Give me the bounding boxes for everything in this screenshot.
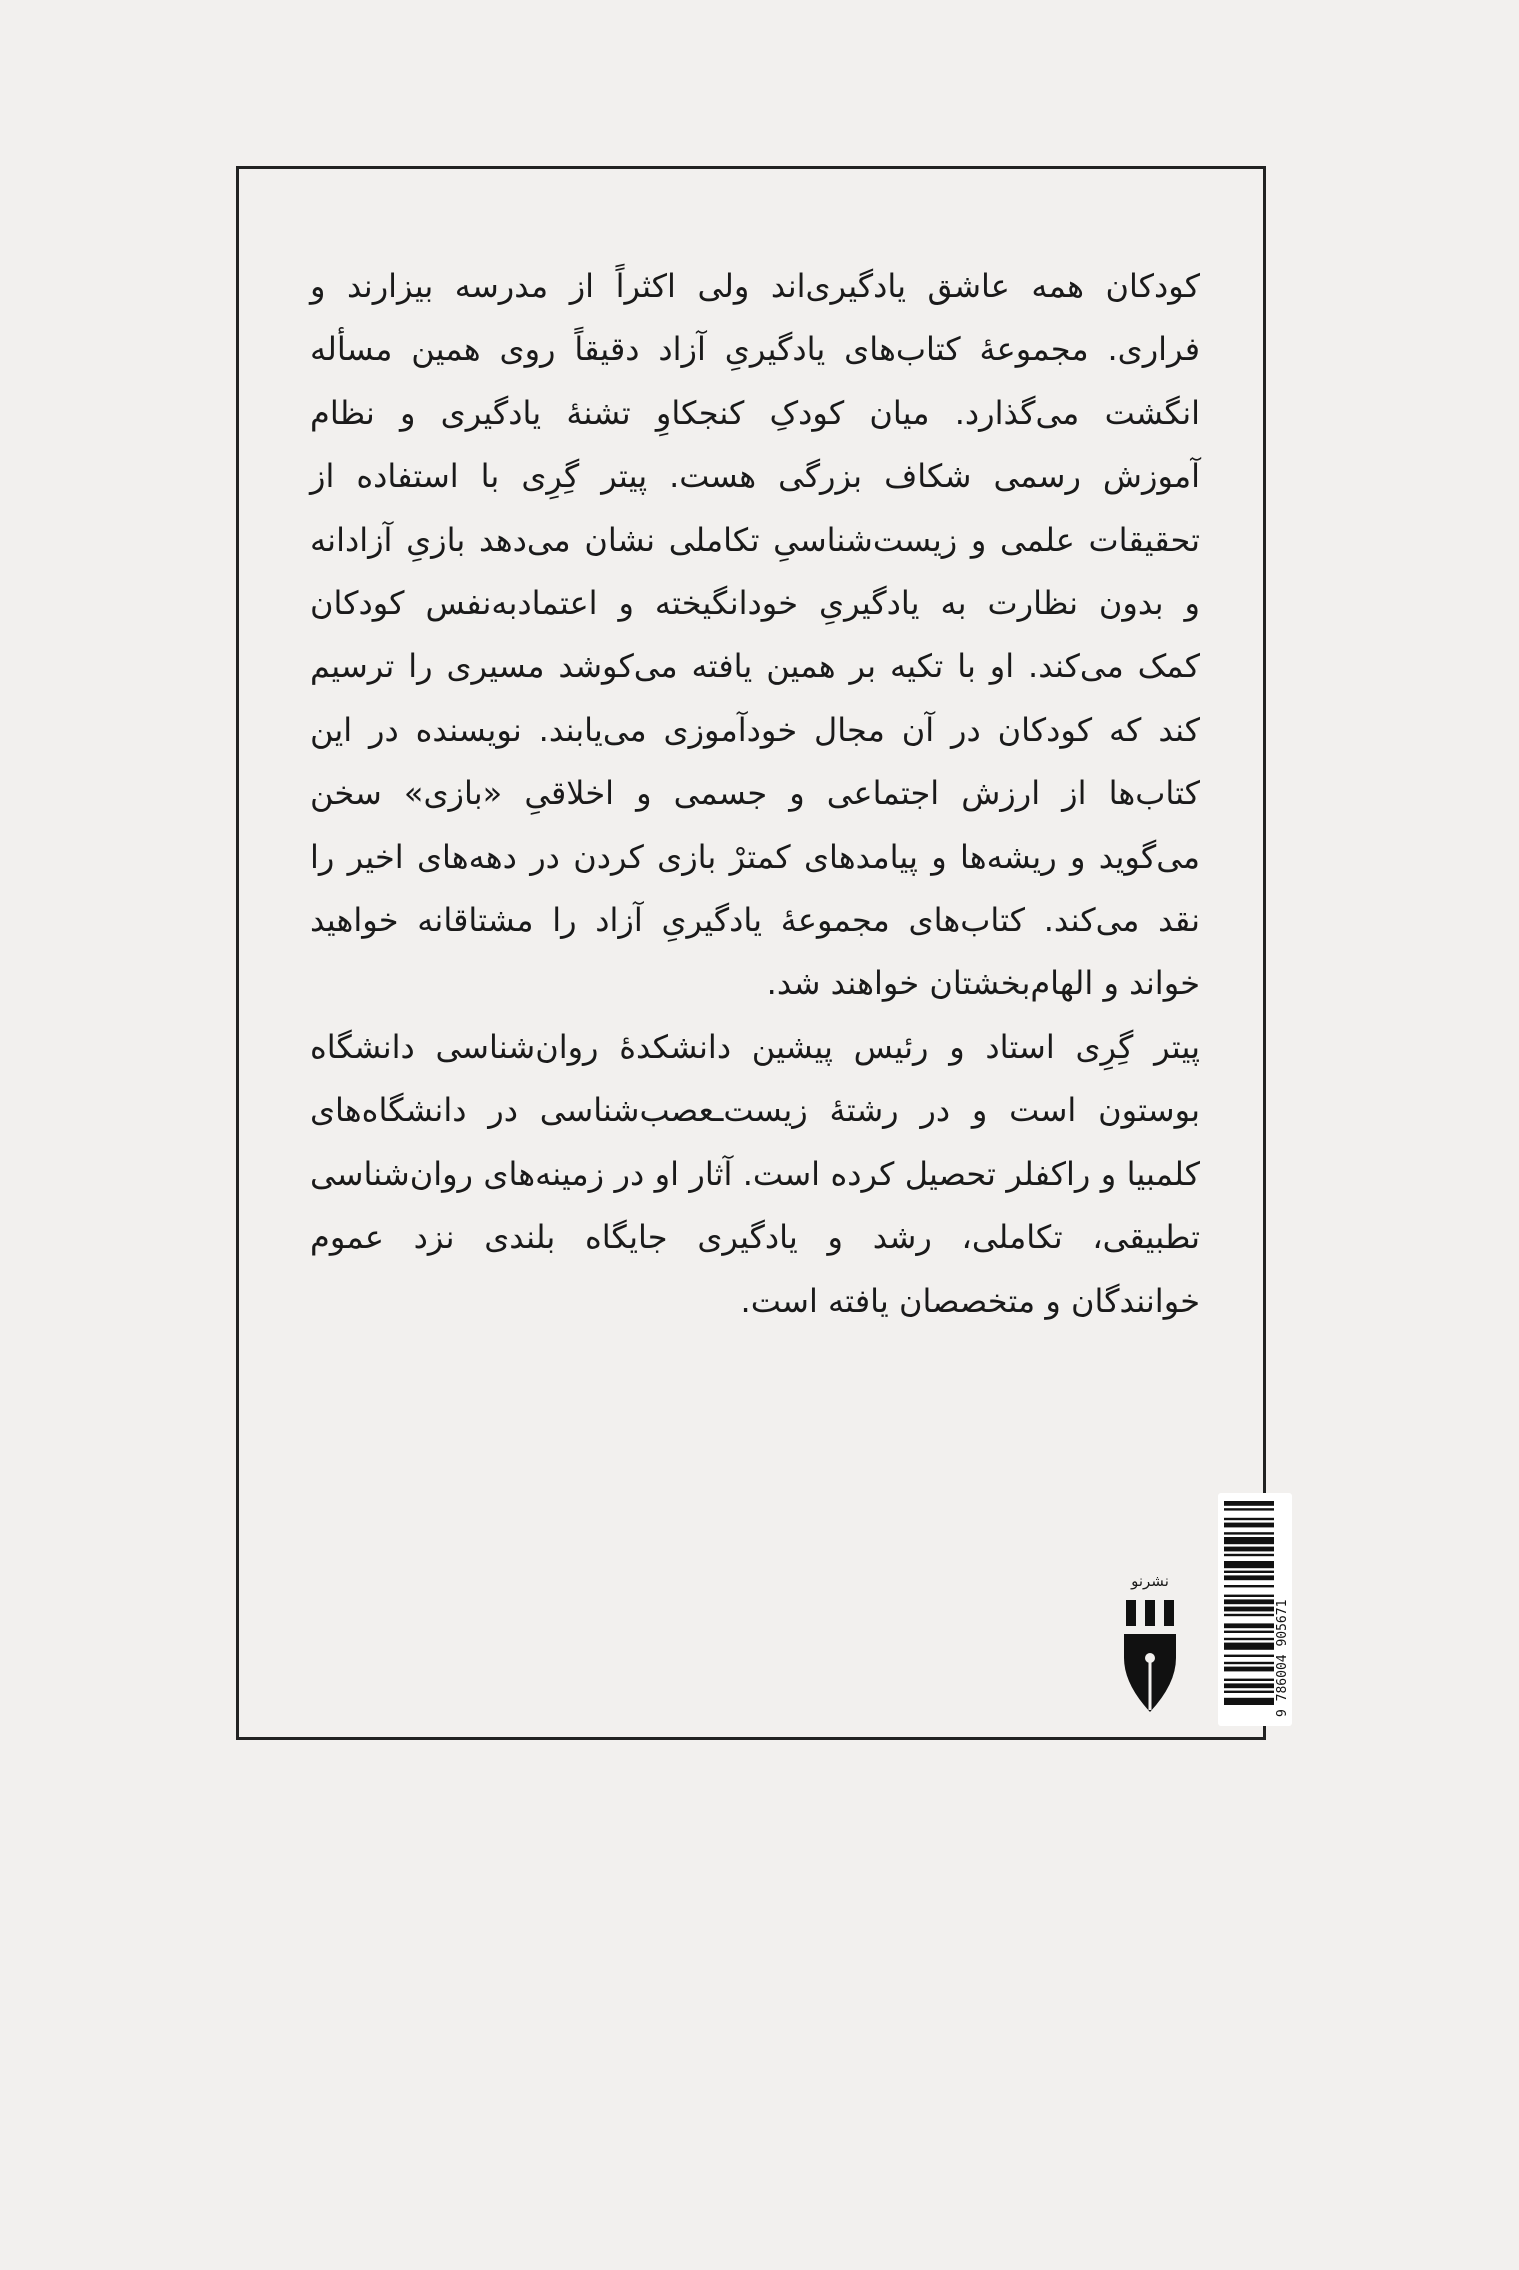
text-line: کودکان همه عاشق یادگیری‌اند ولی اکثراً از مدرسه بیزارند و (310, 267, 1200, 305)
text-line: پیتر گِرِی استاد و رئیس پیشین دانشکدهٔ روان‌شناسی دانشگاه (310, 1027, 1200, 1066)
barcode-bar (1224, 1614, 1274, 1616)
barcode-bar (1224, 1638, 1274, 1640)
barcode-bar (1224, 1532, 1274, 1534)
barcode-bars (1218, 1493, 1292, 1726)
barcode-bar (1224, 1691, 1274, 1693)
text-line: کلمبیا و راکفلر تحصیل کرده است. آثار او در زمینه‌های روان‌شناسی (310, 1154, 1200, 1193)
barcode-bar (1224, 1501, 1274, 1506)
text-line: تطبیقی، تکاملی، رشد و یادگیری جایگاه بلندی نزد عموم (310, 1218, 1200, 1257)
barcode-bar (1224, 1679, 1274, 1681)
text-line: فراری. مجموعهٔ کتاب‌های یادگیریِ آزاد دقیقاً روی همین مسأله (310, 330, 1200, 369)
barcode-bar (1224, 1585, 1274, 1587)
text-line: و بدون نظارت به یادگیریِ خودانگیخته و اعتمادبه‌نفس کودکان (310, 584, 1200, 623)
barcode-bar (1224, 1537, 1274, 1544)
isbn-barcode (1218, 1493, 1292, 1726)
barcode-bar (1224, 1631, 1274, 1633)
text-line: آموزش رسمی شکاف بزرگی هست. پیتر گِرِی با استفاده از (310, 457, 1200, 496)
barcode-bar (1224, 1523, 1274, 1528)
barcode-bar (1224, 1554, 1274, 1556)
text-line: نقد می‌کند. کتاب‌های مجموعهٔ یادگیریِ آزاد را مشتاقانه خواهید (310, 901, 1200, 940)
barcode-bar (1224, 1508, 1274, 1510)
barcode-bar (1224, 1599, 1274, 1604)
pen-nib-icon (1120, 1600, 1180, 1720)
author-bio-paragraph (310, 1016, 1200, 1333)
barcode-bar (1224, 1571, 1274, 1573)
publisher-name: نشرنو (1131, 1572, 1169, 1590)
description-paragraph (310, 255, 1200, 1016)
back-cover-text (310, 255, 1200, 1333)
barcode-bar (1224, 1667, 1274, 1672)
text-line: خواند و الهام‌بخشتان خواهند شد. (766, 964, 1200, 1003)
barcode-bar (1224, 1561, 1274, 1568)
barcode-bar (1224, 1595, 1274, 1597)
text-line: خوانندگان و متخصصان یافته است. (740, 1281, 1200, 1320)
barcode-bar (1224, 1607, 1274, 1612)
barcode-bar (1224, 1575, 1274, 1580)
text-line: کتاب‌ها از ارزش اجتماعی و جسمی و اخلاقیِ «بازی» سخن (310, 774, 1200, 813)
barcode-bar (1224, 1683, 1274, 1688)
isbn-digits: 9 786004 905671 (1275, 1599, 1290, 1717)
text-line: تحقیقات علمی و زیست‌شناسیِ تکاملی نشان می‌دهد بازیِ آزادانه (310, 520, 1200, 559)
text-line: انگشت می‌گذارد. میان کودکِ کنجکاوِ تشنهٔ یادگیری و نظام (310, 393, 1200, 432)
barcode-bar (1224, 1655, 1274, 1657)
text-line: کمک می‌کند. او با تکیه بر همین یافته می‌کوشد مسیری را ترسیم (310, 647, 1200, 686)
barcode-bar (1224, 1623, 1274, 1628)
text-line: کند که کودکان در آن مجال خودآموزی می‌یابند. نویسنده در این (310, 710, 1200, 749)
publisher-logo (1120, 1572, 1180, 1722)
barcode-bar (1224, 1698, 1274, 1705)
barcode-bar (1224, 1662, 1274, 1664)
text-line: بوستون است و در رشتهٔ زیست‌ـعصب‌شناسی در دانشگاه‌های (310, 1091, 1200, 1130)
text-line: می‌گوید و ریشه‌ها و پیامدهای کمترْ بازی کردن در دهه‌های اخیر را (310, 837, 1200, 876)
barcode-bar (1224, 1547, 1274, 1552)
barcode-bar (1224, 1643, 1274, 1650)
barcode-bar (1224, 1518, 1274, 1520)
